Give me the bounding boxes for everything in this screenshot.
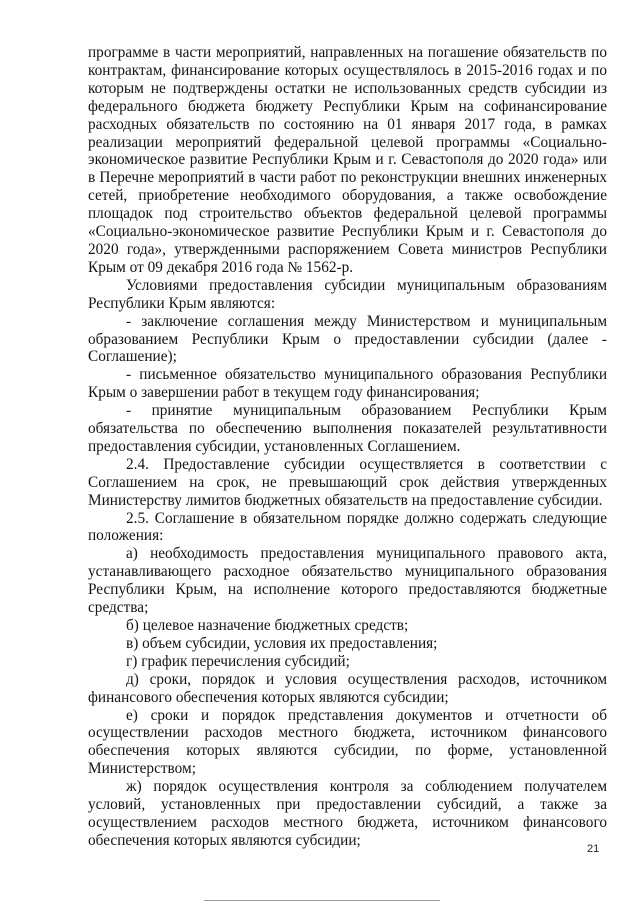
clause-2-4: 2.4. Предоставление субсидии осуществляется в соответствии с Соглашением на срок, не превышающий срок действия утвержденных Министерству лимитов бюджетных обязательств на предоставление субсидии. xyxy=(88,455,607,509)
document-body xyxy=(88,44,607,850)
clause-item-e: е) сроки и порядок представления документов и отчетности об осуществлении расходов местного бюджета, источником финансового обеспечения которых являются субсидии, по форме, установленной Министерством; xyxy=(88,706,607,778)
clause-item-g: г) график перечисления субсидий; xyxy=(126,652,350,670)
footer-rule xyxy=(204,900,440,901)
list-item-performance-obligation: - принятие муниципальным образованием Республики Крым обязательства по обеспечению выполнения показателей результативности предоставления субсидии, установленных Соглашением. xyxy=(88,402,607,455)
page-number: 21 xyxy=(587,843,600,855)
paragraph-continuation: программе в части мероприятий, направленных на погашение обязательств по контрактам, финансирование которых осуществлялось в 2015-2016 годах и по которым не подтверждены остатки не использованных средств субсидии из федерального бюджета бюджету Республики Крым на софинансирование расходных обязательств по состоянию на 01 января 2017 года, в рамках реализации мероприятий федеральной целевой программы «Социально-экономическое развитие Республики Крым и г. Севастополя до 2020 года» или в Перечне мероприятий в части работ по реконструкции внешних инженерных сетей, приобретение необходимого оборудования, а также освобождение площадок под строительство объектов федеральной целевой программы «Социально-экономическое развитие Республики Крым и г. Севастополя до 2020 года», утвержденными распоряжением Совета министров Республики Крым от 09 декабря 2016 года № 1562-р. xyxy=(88,44,607,276)
clause-item-d: д) сроки, порядок и условия осуществления расходов, источником финансового обеспечения которых являются субсидии; xyxy=(88,670,607,706)
list-item-written-obligation: - письменное обязательство муниципального образования Республики Крым о завершении работ в текущем году финансирования; xyxy=(88,366,607,402)
paragraph-conditions-intro: Условиями предоставления субсидии муниципальным образованиям Республики Крым являются: xyxy=(88,276,607,312)
clause-2-5: 2.5. Соглашение в обязательном порядке должно содержать следующие положения: xyxy=(88,509,607,545)
clause-item-a: а) необходимость предоставления муниципального правового акта, устанавливающего расходное обязательство муниципального образования Республики Крым, на исполнение которого предоставляются бюджетные средства; xyxy=(88,545,607,617)
clause-item-b: б) целевое назначение бюджетных средств; xyxy=(126,617,409,634)
clause-item-v: в) объем субсидии, условия их предоставления; xyxy=(126,634,438,652)
list-item-agreement: - заключение соглашения между Министерством и муниципальным образованием Республики Крым о предоставлении субсидии (далее - Соглашение); xyxy=(88,312,607,366)
clause-item-zh: ж) порядок осуществления контроля за соблюдением получателем условий, установленных при предоставлении субсидий, а также за осуществлением расходов местного бюджета, источником финансового обеспечения которых являются субсидии; xyxy=(88,778,607,849)
